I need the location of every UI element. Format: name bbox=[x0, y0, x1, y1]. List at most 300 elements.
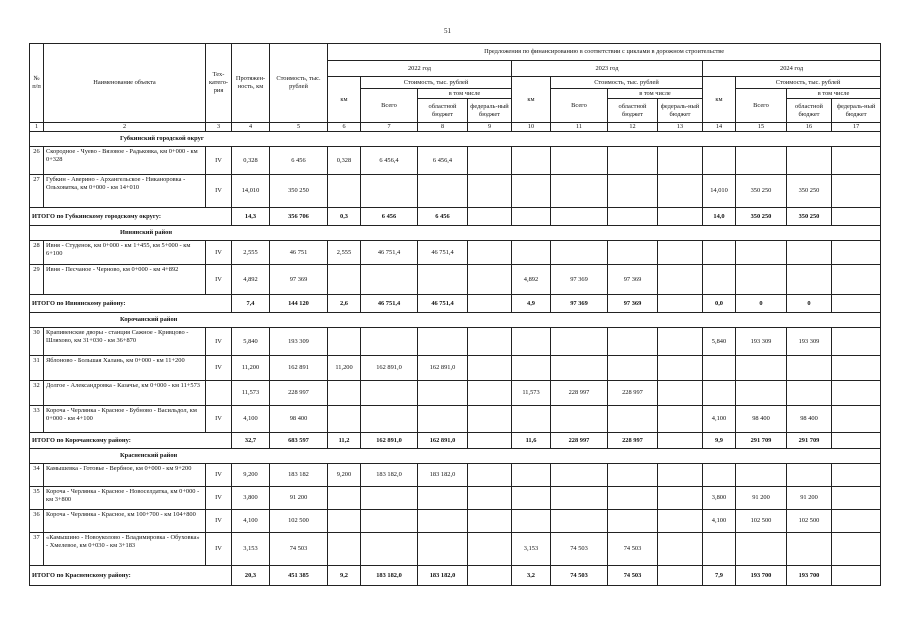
total-cell: 32,7 bbox=[232, 433, 270, 449]
table-cell: 97 369 bbox=[270, 265, 328, 295]
table-cell bbox=[328, 487, 361, 510]
total-cell: 20,3 bbox=[232, 566, 270, 586]
row-number: 37 bbox=[30, 533, 44, 566]
object-name: Короча - Черлянка - Красное - Бубново - Васильдол, км 0+000 - км 4+100 bbox=[44, 406, 206, 433]
total-row bbox=[30, 566, 881, 586]
total-cell bbox=[468, 208, 512, 226]
total-cell bbox=[658, 208, 703, 226]
total-cell: 74 503 bbox=[608, 566, 658, 586]
object-name: Долгое - Александровка - Казачье, км 0+000 - км 11+573 bbox=[44, 381, 206, 406]
table-cell bbox=[418, 533, 468, 566]
table-cell: 98 400 bbox=[787, 406, 832, 433]
table-cell: 9,200 bbox=[328, 464, 361, 487]
table-cell: 193 309 bbox=[787, 328, 832, 356]
table-cell: 6 456 bbox=[270, 147, 328, 175]
table-cell bbox=[551, 175, 608, 208]
row-number: 27 bbox=[30, 175, 44, 208]
header-km-2022: км bbox=[328, 77, 361, 123]
table-cell bbox=[468, 175, 512, 208]
total-cell: 14,3 bbox=[232, 208, 270, 226]
header-cost-2023: Стоимость, тыс. рублей bbox=[551, 77, 703, 89]
header-financing: Предложения по финансированию в соответствии с циклами в дорожном строительстве bbox=[328, 44, 881, 61]
table-cell bbox=[468, 381, 512, 406]
table-cell bbox=[658, 381, 703, 406]
total-cell: 451 385 bbox=[270, 566, 328, 586]
table-cell bbox=[832, 147, 881, 175]
total-cell: 97 369 bbox=[551, 295, 608, 313]
region-row bbox=[30, 449, 881, 464]
table-cell: 183 182 bbox=[270, 464, 328, 487]
total-row bbox=[30, 433, 881, 449]
total-cell bbox=[832, 566, 881, 586]
column-number-row bbox=[30, 123, 881, 132]
total-cell: 7,4 bbox=[232, 295, 270, 313]
table-cell: 0,328 bbox=[232, 147, 270, 175]
table-cell bbox=[736, 464, 787, 487]
header-year-2023: 2023 год bbox=[512, 61, 703, 77]
total-cell: 162 891,0 bbox=[418, 433, 468, 449]
table-cell bbox=[468, 328, 512, 356]
column-number: 11 bbox=[551, 123, 608, 132]
region-row bbox=[30, 313, 881, 328]
total-cell: 228 997 bbox=[608, 433, 658, 449]
table-cell bbox=[658, 328, 703, 356]
total-cell: 46 751,4 bbox=[418, 295, 468, 313]
column-number: 12 bbox=[608, 123, 658, 132]
table-cell bbox=[832, 381, 881, 406]
table-cell: IV bbox=[206, 328, 232, 356]
table-cell: 14,010 bbox=[232, 175, 270, 208]
table-cell bbox=[832, 406, 881, 433]
total-cell: 162 891,0 bbox=[361, 433, 418, 449]
header-km-2024: км bbox=[703, 77, 736, 123]
table-body bbox=[30, 132, 881, 586]
table-cell bbox=[418, 175, 468, 208]
table-cell: IV bbox=[206, 533, 232, 566]
region-name: Красненский район bbox=[30, 449, 881, 464]
header-year-2022: 2022 год bbox=[328, 61, 512, 77]
table-row bbox=[30, 175, 881, 208]
table-cell bbox=[512, 241, 551, 265]
table-cell bbox=[658, 510, 703, 533]
region-row bbox=[30, 132, 881, 147]
table-cell: 4,892 bbox=[232, 265, 270, 295]
table-cell: 9,200 bbox=[232, 464, 270, 487]
table-cell bbox=[468, 406, 512, 433]
table-cell bbox=[512, 510, 551, 533]
column-number: 15 bbox=[736, 123, 787, 132]
total-cell: 9,9 bbox=[703, 433, 736, 449]
table-cell bbox=[658, 464, 703, 487]
table-cell: 97 369 bbox=[608, 265, 658, 295]
table-row bbox=[30, 464, 881, 487]
total-cell: 7,9 bbox=[703, 566, 736, 586]
table-cell bbox=[787, 265, 832, 295]
total-cell: 356 706 bbox=[270, 208, 328, 226]
table-cell bbox=[832, 175, 881, 208]
column-number: 6 bbox=[328, 123, 361, 132]
header-federal-2023: федераль-ный бюджет bbox=[658, 99, 703, 123]
table-cell bbox=[361, 381, 418, 406]
total-label: ИТОГО по Красненскому району: bbox=[30, 566, 232, 586]
table-cell bbox=[418, 381, 468, 406]
total-cell: 144 120 bbox=[270, 295, 328, 313]
total-cell bbox=[608, 208, 658, 226]
table-cell bbox=[328, 328, 361, 356]
object-name: Ивня - Песчаное - Черновo, км 0+000 - км 4+892 bbox=[44, 265, 206, 295]
total-cell: 97 369 bbox=[608, 295, 658, 313]
row-number: 35 bbox=[30, 487, 44, 510]
row-number: 29 bbox=[30, 265, 44, 295]
column-number: 16 bbox=[787, 123, 832, 132]
total-cell: 350 250 bbox=[736, 208, 787, 226]
total-cell bbox=[658, 566, 703, 586]
region-name: Губкинский городской округ bbox=[30, 132, 881, 147]
column-number: 3 bbox=[206, 123, 232, 132]
table-cell bbox=[832, 265, 881, 295]
column-number: 1 bbox=[30, 123, 44, 132]
table-cell: IV bbox=[206, 464, 232, 487]
total-cell bbox=[512, 208, 551, 226]
total-cell: 6 456 bbox=[418, 208, 468, 226]
table-cell: 350 250 bbox=[736, 175, 787, 208]
table-cell: 102 500 bbox=[270, 510, 328, 533]
row-number: 31 bbox=[30, 356, 44, 381]
total-cell: 0 bbox=[736, 295, 787, 313]
total-cell: 74 503 bbox=[551, 566, 608, 586]
total-cell: 350 250 bbox=[787, 208, 832, 226]
page-number: 51 bbox=[444, 27, 451, 35]
object-name: «Камышино - Новоуколово - Владимировка - Обуховка» - Хмелевое, км 0+030 - км 3+183 bbox=[44, 533, 206, 566]
table-cell bbox=[608, 487, 658, 510]
table-row bbox=[30, 406, 881, 433]
total-cell bbox=[468, 566, 512, 586]
table-row bbox=[30, 356, 881, 381]
table-cell bbox=[703, 356, 736, 381]
column-number: 7 bbox=[361, 123, 418, 132]
total-cell bbox=[658, 295, 703, 313]
total-label: ИТОГО по Корочанскому району: bbox=[30, 433, 232, 449]
table-cell: 98 400 bbox=[270, 406, 328, 433]
header-total-2024: Всего bbox=[736, 89, 787, 123]
total-cell: 2,6 bbox=[328, 295, 361, 313]
table-cell bbox=[608, 241, 658, 265]
total-cell: 0 bbox=[787, 295, 832, 313]
table-cell: 183 182,0 bbox=[418, 464, 468, 487]
total-cell: 183 182,0 bbox=[361, 566, 418, 586]
header-km-2023: км bbox=[512, 77, 551, 123]
table-cell bbox=[512, 147, 551, 175]
table-cell bbox=[787, 464, 832, 487]
table-cell: 4,100 bbox=[703, 406, 736, 433]
table-cell bbox=[736, 356, 787, 381]
table-cell bbox=[658, 241, 703, 265]
header-no: № п/п bbox=[30, 44, 44, 123]
column-number: 8 bbox=[418, 123, 468, 132]
table-cell bbox=[787, 147, 832, 175]
table-cell bbox=[361, 533, 418, 566]
table-cell: 2,555 bbox=[328, 241, 361, 265]
table-cell: 6 456,4 bbox=[361, 147, 418, 175]
table-cell bbox=[832, 533, 881, 566]
table-cell bbox=[736, 381, 787, 406]
total-cell bbox=[832, 208, 881, 226]
table-cell: 228 997 bbox=[608, 381, 658, 406]
row-number: 36 bbox=[30, 510, 44, 533]
header-federal-2024: федераль-ный бюджет bbox=[832, 99, 881, 123]
total-label: ИТОГО по Губкинскому городскому округу: bbox=[30, 208, 232, 226]
table-cell bbox=[468, 241, 512, 265]
table-cell bbox=[703, 533, 736, 566]
table-cell bbox=[703, 241, 736, 265]
table-cell: 11,200 bbox=[232, 356, 270, 381]
column-number: 10 bbox=[512, 123, 551, 132]
total-cell: 291 709 bbox=[787, 433, 832, 449]
table-row bbox=[30, 265, 881, 295]
total-cell: 4,9 bbox=[512, 295, 551, 313]
table-cell: 183 182,0 bbox=[361, 464, 418, 487]
total-cell: 0,3 bbox=[328, 208, 361, 226]
table-cell: 11,573 bbox=[512, 381, 551, 406]
table-cell bbox=[361, 406, 418, 433]
table-cell: 193 309 bbox=[270, 328, 328, 356]
total-row bbox=[30, 295, 881, 313]
table-cell: 91 200 bbox=[270, 487, 328, 510]
table-cell bbox=[658, 265, 703, 295]
table-cell bbox=[736, 241, 787, 265]
table-cell bbox=[328, 510, 361, 533]
table-cell bbox=[551, 356, 608, 381]
object-name: Ивня - Студенок, км 0+000 - км 1+455, км 5+000 - км 6+100 bbox=[44, 241, 206, 265]
table-cell bbox=[328, 175, 361, 208]
table-cell: 2,555 bbox=[232, 241, 270, 265]
row-number: 28 bbox=[30, 241, 44, 265]
table-cell bbox=[551, 147, 608, 175]
table-cell bbox=[418, 487, 468, 510]
table-cell bbox=[832, 510, 881, 533]
table-cell: IV bbox=[206, 265, 232, 295]
header-total-2023: Всего bbox=[551, 89, 608, 123]
table-cell bbox=[787, 356, 832, 381]
table-cell: 3,800 bbox=[232, 487, 270, 510]
table-cell bbox=[418, 265, 468, 295]
table-cell bbox=[361, 510, 418, 533]
table-cell bbox=[736, 265, 787, 295]
table-cell bbox=[658, 356, 703, 381]
region-name: Корочанский район bbox=[30, 313, 881, 328]
column-number: 14 bbox=[703, 123, 736, 132]
table-cell: 162 891,0 bbox=[418, 356, 468, 381]
total-cell: 11,2 bbox=[328, 433, 361, 449]
table-cell: 74 503 bbox=[270, 533, 328, 566]
table-cell: 3,153 bbox=[232, 533, 270, 566]
column-number: 9 bbox=[468, 123, 512, 132]
table-cell bbox=[787, 381, 832, 406]
table-cell: 3,800 bbox=[703, 487, 736, 510]
table-cell: 4,100 bbox=[703, 510, 736, 533]
column-number: 13 bbox=[658, 123, 703, 132]
table-row bbox=[30, 381, 881, 406]
table-row bbox=[30, 147, 881, 175]
table-cell bbox=[832, 241, 881, 265]
table-cell: 6 456,4 bbox=[418, 147, 468, 175]
table-cell: IV bbox=[206, 510, 232, 533]
table-cell bbox=[608, 175, 658, 208]
row-number: 30 bbox=[30, 328, 44, 356]
table-cell bbox=[608, 510, 658, 533]
header-including-2023: в том числе bbox=[608, 89, 703, 99]
total-cell bbox=[468, 433, 512, 449]
table-cell bbox=[361, 175, 418, 208]
table-cell bbox=[551, 241, 608, 265]
table-row bbox=[30, 241, 881, 265]
header-including-2022: в том числе bbox=[418, 89, 512, 99]
table-cell bbox=[468, 265, 512, 295]
header-regional-2023: областной бюджет bbox=[608, 99, 658, 123]
table-cell: 350 250 bbox=[270, 175, 328, 208]
table-cell bbox=[608, 147, 658, 175]
table-cell: 102 500 bbox=[787, 510, 832, 533]
table-row bbox=[30, 533, 881, 566]
table-cell bbox=[608, 356, 658, 381]
table-cell: 4,100 bbox=[232, 406, 270, 433]
table-cell bbox=[658, 533, 703, 566]
table-cell: IV bbox=[206, 406, 232, 433]
table-cell: 162 891 bbox=[270, 356, 328, 381]
table-cell bbox=[468, 147, 512, 175]
table-cell bbox=[658, 147, 703, 175]
table-cell bbox=[787, 241, 832, 265]
table-cell bbox=[206, 381, 232, 406]
table-cell bbox=[512, 487, 551, 510]
object-name: Губкин - Аверино - Архангельское - Никаноровка - Ольховатка, км 0+000 - км 14+010 bbox=[44, 175, 206, 208]
table-cell: 91 200 bbox=[787, 487, 832, 510]
header-regional-2024: областной бюджет bbox=[787, 99, 832, 123]
header-total-2022: Всего bbox=[361, 89, 418, 123]
object-name: Яблоново - Большая Халань, км 0+000 - км 11+200 bbox=[44, 356, 206, 381]
table-cell bbox=[418, 328, 468, 356]
table-cell: 97 369 bbox=[551, 265, 608, 295]
table-cell bbox=[512, 406, 551, 433]
total-cell: 193 700 bbox=[787, 566, 832, 586]
table-cell bbox=[832, 487, 881, 510]
total-label: ИТОГО по Ивнянскому району: bbox=[30, 295, 232, 313]
table-cell: 102 500 bbox=[736, 510, 787, 533]
object-name: Короча - Черлянка - Красное, км 100+700 - км 104+800 bbox=[44, 510, 206, 533]
table-cell bbox=[703, 265, 736, 295]
table-cell bbox=[736, 533, 787, 566]
table-cell bbox=[468, 510, 512, 533]
table-cell: 4,100 bbox=[232, 510, 270, 533]
table-cell bbox=[361, 487, 418, 510]
table-cell bbox=[512, 464, 551, 487]
table-cell bbox=[328, 406, 361, 433]
table-header bbox=[30, 44, 881, 132]
table-cell bbox=[832, 356, 881, 381]
table-cell bbox=[608, 464, 658, 487]
table-cell bbox=[512, 175, 551, 208]
region-row bbox=[30, 226, 881, 241]
table-cell bbox=[468, 487, 512, 510]
table-cell: 0,328 bbox=[328, 147, 361, 175]
table-cell: 46 751,4 bbox=[361, 241, 418, 265]
object-name: Скородное - Чуево - Вязовое - Радьковка, км 0+000 - км 0+328 bbox=[44, 147, 206, 175]
table-cell: 162 891,0 bbox=[361, 356, 418, 381]
table-cell: IV bbox=[206, 356, 232, 381]
table-cell bbox=[551, 328, 608, 356]
column-number: 17 bbox=[832, 123, 881, 132]
table-cell: IV bbox=[206, 487, 232, 510]
total-cell: 11,6 bbox=[512, 433, 551, 449]
table-cell: 91 200 bbox=[736, 487, 787, 510]
table-cell bbox=[328, 381, 361, 406]
table-cell: 11,200 bbox=[328, 356, 361, 381]
column-number: 2 bbox=[44, 123, 206, 132]
table-cell: IV bbox=[206, 175, 232, 208]
table-cell bbox=[787, 533, 832, 566]
table-cell: 46 751 bbox=[270, 241, 328, 265]
table-cell bbox=[832, 328, 881, 356]
table-cell: 3,153 bbox=[512, 533, 551, 566]
total-cell bbox=[468, 295, 512, 313]
total-cell: 0,0 bbox=[703, 295, 736, 313]
table-cell bbox=[703, 147, 736, 175]
column-number: 4 bbox=[232, 123, 270, 132]
table-cell bbox=[658, 406, 703, 433]
table-cell: 14,010 bbox=[703, 175, 736, 208]
table-cell: 350 250 bbox=[787, 175, 832, 208]
table-cell bbox=[361, 328, 418, 356]
column-number: 5 bbox=[270, 123, 328, 132]
table-cell bbox=[418, 510, 468, 533]
table-cell bbox=[551, 406, 608, 433]
header-cost-2022: Стоимость, тыс. рублей bbox=[361, 77, 512, 89]
table-cell bbox=[361, 265, 418, 295]
total-cell: 9,2 bbox=[328, 566, 361, 586]
object-name: Камышевка - Готовье - Вербное, км 0+000 - км 9+200 bbox=[44, 464, 206, 487]
total-cell bbox=[832, 433, 881, 449]
row-number: 34 bbox=[30, 464, 44, 487]
table-cell: 74 503 bbox=[551, 533, 608, 566]
header-name: Наименование объекта bbox=[44, 44, 206, 123]
financing-table bbox=[29, 43, 881, 586]
header-year-2024: 2024 год bbox=[703, 61, 881, 77]
table-cell bbox=[328, 265, 361, 295]
table-cell: 193 309 bbox=[736, 328, 787, 356]
table-cell: 11,573 bbox=[232, 381, 270, 406]
table-cell: 228 997 bbox=[270, 381, 328, 406]
object-name: Короча - Черлянка - Красное - Новоселдатка, км 0+000 - км 3+800 bbox=[44, 487, 206, 510]
table-cell bbox=[468, 533, 512, 566]
table-cell bbox=[608, 328, 658, 356]
header-length: Протяжен-ность, км bbox=[232, 44, 270, 123]
table-cell bbox=[658, 175, 703, 208]
table-cell: 4,892 bbox=[512, 265, 551, 295]
table-cell bbox=[328, 533, 361, 566]
region-name: Ивнянский район bbox=[30, 226, 881, 241]
table-cell bbox=[418, 406, 468, 433]
table-cell bbox=[551, 510, 608, 533]
total-cell: 193 700 bbox=[736, 566, 787, 586]
table-cell bbox=[658, 487, 703, 510]
total-cell: 683 597 bbox=[270, 433, 328, 449]
header-federal-2022: федераль-ный бюджет bbox=[468, 99, 512, 123]
table-row bbox=[30, 510, 881, 533]
total-cell: 183 182,0 bbox=[418, 566, 468, 586]
table-cell: IV bbox=[206, 241, 232, 265]
table-cell: 46 751,4 bbox=[418, 241, 468, 265]
table-cell bbox=[551, 487, 608, 510]
